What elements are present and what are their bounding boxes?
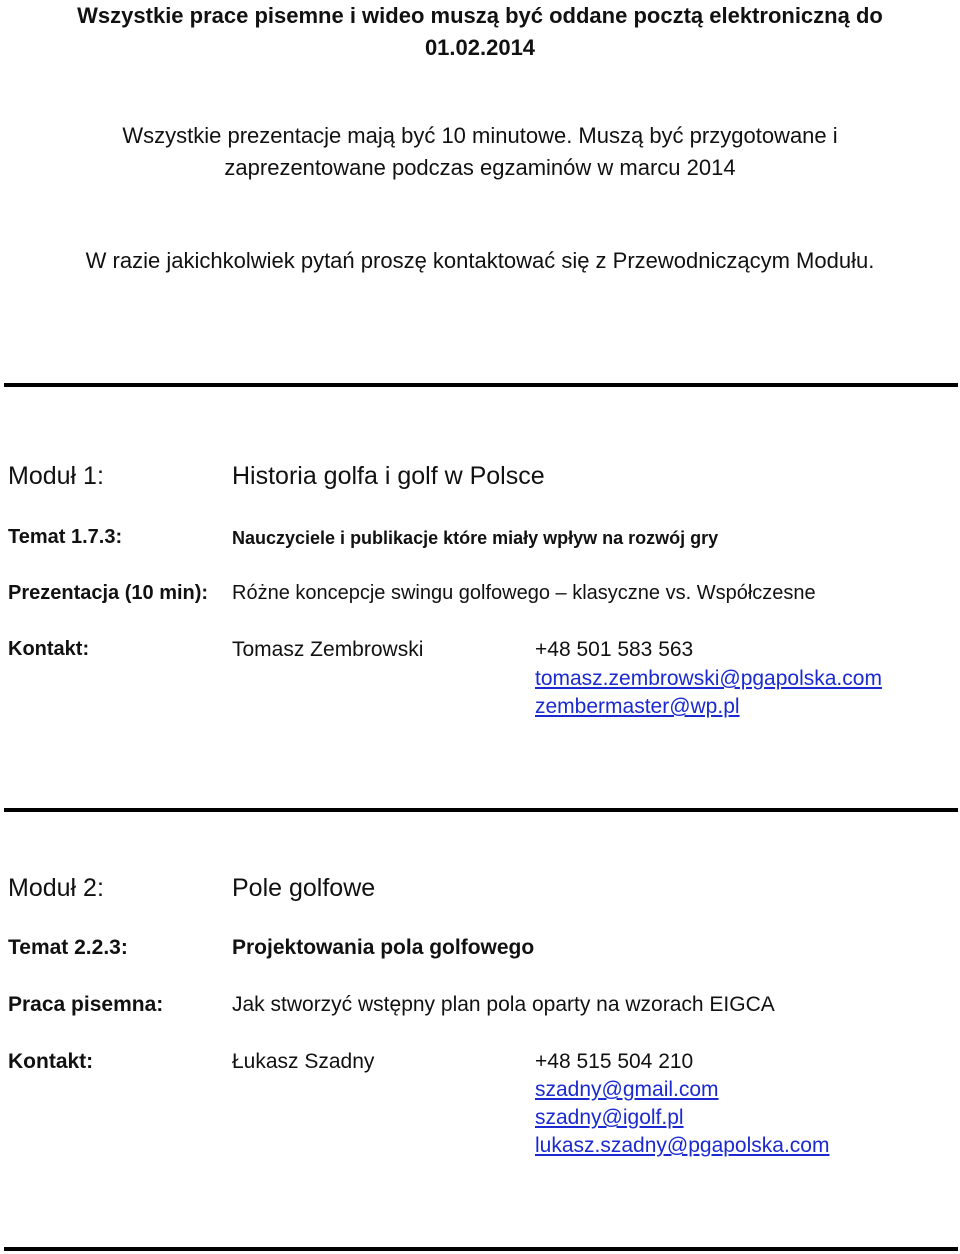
module-1-email-link[interactable]: tomasz.zembrowski@pgapolska.com (535, 667, 882, 690)
module-1-topic-label: Temat 1.7.3: (8, 526, 123, 548)
module-2-topic-label: Temat 2.2.3: (8, 936, 128, 959)
section-divider-2 (4, 808, 958, 812)
module-2-topic: Projektowania pola golfowego (232, 936, 535, 959)
module-1-topic: Nauczyciele i publikacje które miały wpływ na rozwój gry (232, 528, 719, 548)
presentation-note-line-1: Wszystkie prezentacje mają być 10 minutowe. Muszą być przygotowane i (122, 123, 838, 148)
module-1-phone: +48 501 583 563 (535, 638, 694, 661)
module-2-email-link[interactable]: szadny@igolf.pl (535, 1106, 684, 1129)
module-2-label: Moduł 2: (8, 874, 104, 902)
module-2-email-link[interactable]: lukasz.szadny@pgapolska.com (535, 1134, 830, 1157)
module-2-email-link[interactable]: szadny@gmail.com (535, 1078, 719, 1101)
module-1-title: Historia golfa i golf w Polsce (232, 462, 545, 490)
module-1-label: Moduł 1: (8, 462, 104, 490)
module-2-contact-name: Łukasz Szadny (232, 1050, 375, 1073)
section-divider-3 (4, 1247, 958, 1251)
module-1-email-link[interactable]: zembermaster@wp.pl (535, 695, 740, 718)
module-1-task-label: Prezentacja (10 min): (8, 582, 209, 604)
module-2-task: Jak stworzyć wstępny plan pola oparty na wzorach EIGCA (232, 993, 775, 1016)
module-2-task-label: Praca pisemna: (8, 993, 164, 1016)
module-1-task: Różne koncepcje swingu golfowego – klasyczne vs. Współczesne (232, 582, 816, 604)
deadline-line-1: Wszystkie prace pisemne i wideo muszą być oddane pocztą elektroniczną do (77, 3, 883, 28)
module-1-contact-label: Kontakt: (8, 638, 90, 660)
module-1-contact-name: Tomasz Zembrowski (232, 638, 424, 661)
module-2-phone: +48 515 504 210 (535, 1050, 694, 1073)
deadline-line-2: 01.02.2014 (424, 35, 536, 60)
section-divider-1 (4, 383, 958, 387)
contact-note: W razie jakichkolwiek pytań proszę kontaktować się z Przewodniczącym Modułu. (85, 248, 875, 273)
module-2-title: Pole golfowe (232, 874, 376, 902)
presentation-note-line-2: zaprezentowane podczas egzaminów w marcu 2014 (224, 155, 736, 180)
module-2-contact-label: Kontakt: (8, 1050, 94, 1073)
